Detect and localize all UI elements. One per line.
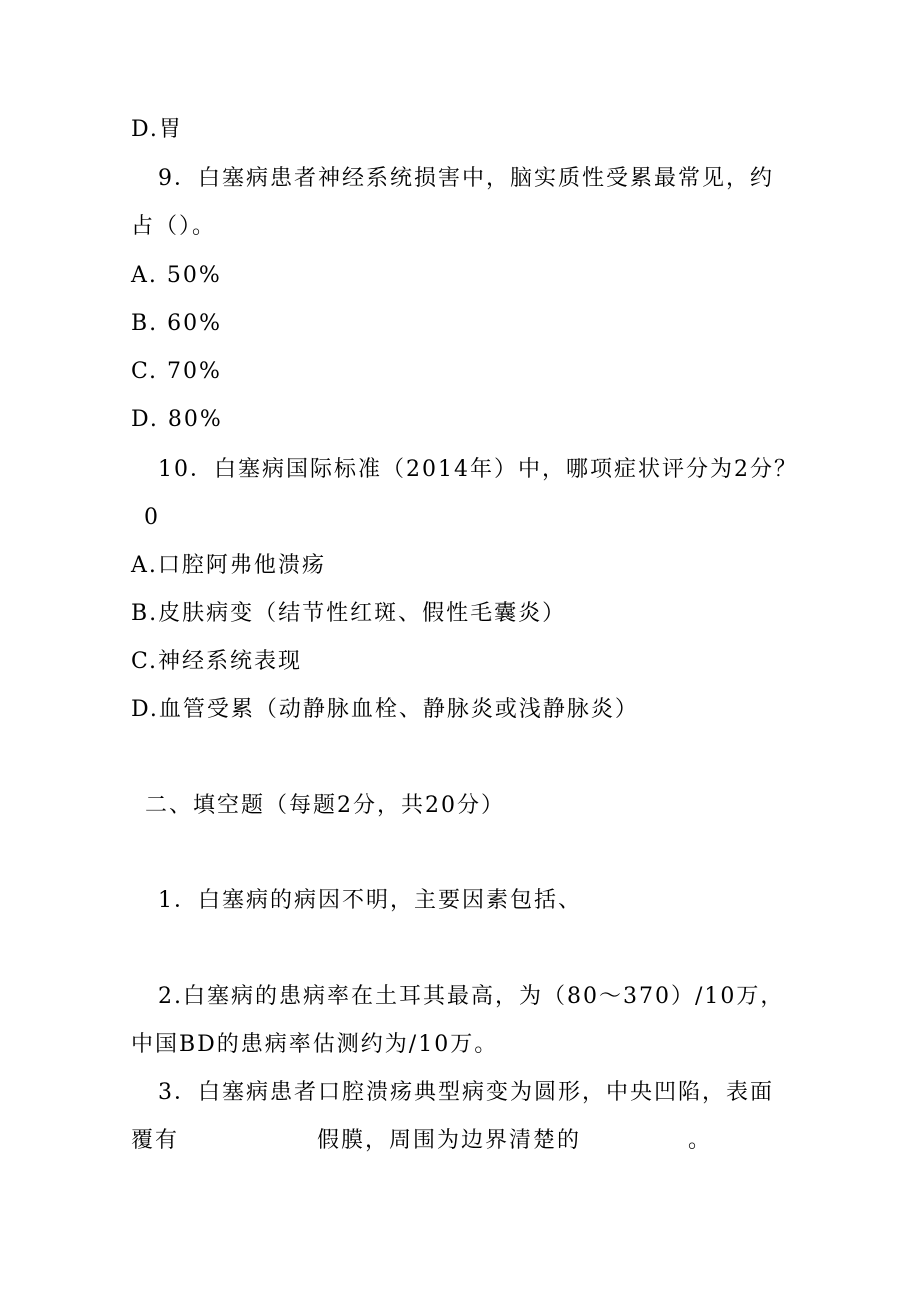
- fill-q3-line2-start: 覆有: [131, 1128, 180, 1153]
- q9-option-d: D. 80%: [131, 407, 223, 432]
- q10-option-d: D.血管受累（动静脉血栓、静脉炎或浅静脉炎）: [131, 697, 639, 722]
- fill-q3-line2-end: 。: [688, 1128, 713, 1153]
- q10-text-line1: 10．白塞病国际标准（2014年）中，哪项症状评分为2分？: [158, 457, 798, 482]
- q8-option-d: D.胃: [131, 117, 183, 142]
- q10-option-c: C.神经系统表现: [131, 649, 303, 674]
- fill-q2-line2: 中国BD的患病率估测约为/10万。: [131, 1032, 499, 1057]
- q9-option-b: B. 60%: [131, 311, 223, 336]
- q10-option-b: B.皮肤病变（结节性红斑、假性毛囊炎）: [131, 601, 567, 626]
- fill-q3-line2-mid: 假膜，周围为边界清楚的: [317, 1128, 582, 1153]
- q9-text-line1: 9．白塞病患者神经系统损害中，脑实质性受累最常见，约: [158, 166, 774, 191]
- q10-option-a: A.口腔阿弗他溃疡: [131, 553, 326, 578]
- fill-q2-line1: 2.白塞病的患病率在土耳其最高，为（80～370）/10万，: [158, 984, 785, 1009]
- q10-text-line2: 0: [144, 505, 160, 530]
- fill-q1: 1．白塞病的病因不明，主要因素包括、: [158, 888, 582, 913]
- section-heading: 二、填空题（每题2分，共20分）: [145, 793, 505, 818]
- fill-q3-line1: 3．白塞病患者口腔溃疡典型病变为圆形，中央凹陷，表面: [158, 1080, 774, 1105]
- q9-text-line2: 占（）。: [131, 214, 217, 239]
- q9-option-a: A. 50%: [131, 263, 222, 288]
- q9-option-c: C. 70%: [131, 359, 222, 384]
